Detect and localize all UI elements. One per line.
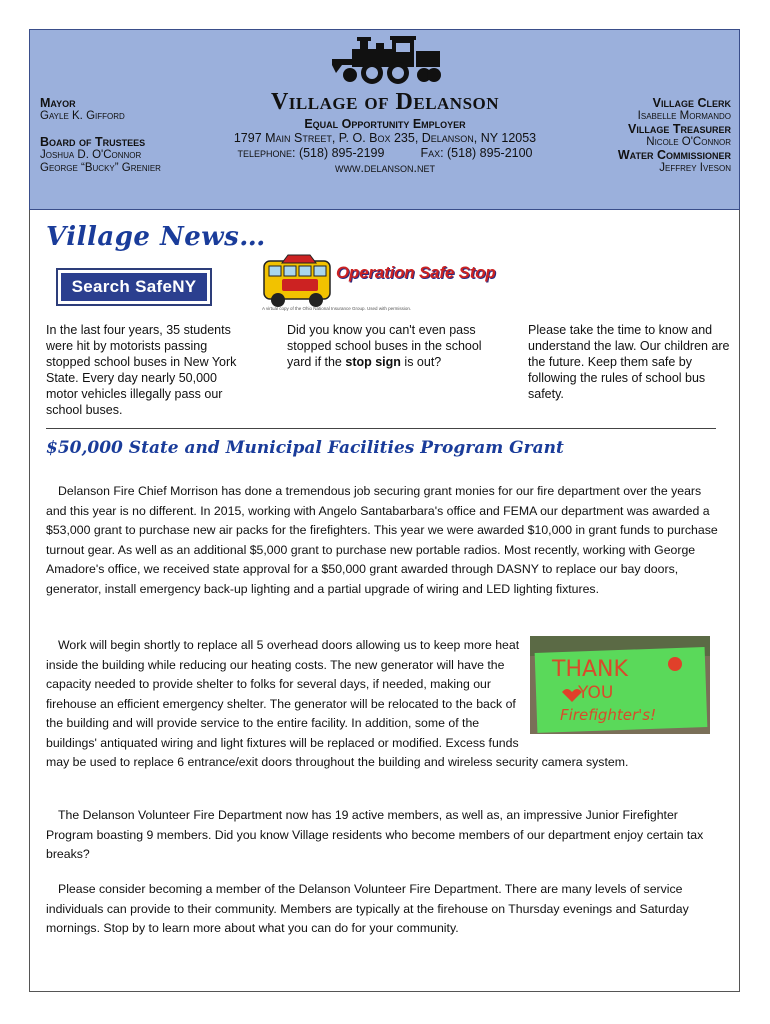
oss-credit-note: A virtual copy of the Ohio National Insurance Group. Used with permission. bbox=[262, 306, 412, 311]
grant-heading: $50,000 State and Municipal Facilities Program Grant bbox=[46, 438, 564, 458]
village-title: Village of Delanson bbox=[270, 89, 500, 115]
trustee-1: Joshua D. O'Connor bbox=[40, 149, 142, 161]
grant-paragraph-2-text: Work will begin shortly to replace all 5 overhead doors allowing us to keep more heat inside the building while reducing our heating costs. The new generator will have the capacity needed to provide shelter to folks for several days, if needed, making our firehouse an efficient emergency shelter. The generator will be relocated to the back of the building and will provide service to the entire facility. In addition, some of the buildings' antiquated wiring and light fixtures will be replaced or modified. Excess funds may be used to replace 6 entrance/exit doors throughout the building and wireless security camera system. bbox=[46, 636, 718, 773]
website-link[interactable]: www.delanson.net bbox=[335, 161, 435, 175]
sign-line-3: Firefighter's! bbox=[560, 706, 657, 724]
locomotive-icon bbox=[330, 35, 442, 85]
water-role: Water Commissioner bbox=[617, 148, 731, 162]
safeny-label: Search SafeNY bbox=[61, 273, 207, 301]
trustee-2: George “Bucky” Grenier bbox=[40, 162, 161, 174]
mayor-name: Gayle K. Gifford bbox=[40, 110, 125, 122]
board-role: Board of Trustees bbox=[40, 135, 146, 149]
stop-sign-bold: stop sign bbox=[345, 355, 401, 369]
mayor-role: Mayor bbox=[40, 96, 76, 110]
col2-text-a: Did you know you can't even pass stopped school buses in the school yard if the bbox=[287, 323, 482, 369]
grant-paragraph-4: Please consider becoming a member of the Delanson Volunteer Fire Department. There are many levels of service individuals can provide to their community. Members are typically at the firehouse on Thursday evenings and Saturday mornings. Stop by to learn more about what you can do for your community. bbox=[46, 882, 689, 935]
eoe-line: Equal Opportunity Employer bbox=[304, 117, 466, 131]
treasurer-name: Nicole O'Connor bbox=[646, 136, 731, 148]
address-line: 1797 Main Street, P. O. Box 235, Delanson, NY 12053 bbox=[233, 131, 537, 145]
col2-text-b: is out? bbox=[400, 355, 442, 369]
fax: Fax: (518) 895-2100 bbox=[420, 146, 533, 160]
letterhead bbox=[29, 29, 740, 210]
sign-line-2: YOU bbox=[578, 683, 614, 703]
clerk-role: Village Clerk bbox=[652, 96, 731, 110]
grant-paragraph-3: The Delanson Volunteer Fire Department now has 19 active members, as well as, an impressive Junior Firefighter Program boasting 9 members. Did you know Village residents who become members of our department enjoy certain tax breaks? bbox=[46, 808, 704, 861]
search-safeny-button[interactable] bbox=[56, 268, 212, 306]
water-name: Jeffrey Iveson bbox=[659, 162, 731, 174]
clerk-name: Isabelle Mormando bbox=[637, 110, 731, 122]
phone-fax-line bbox=[190, 146, 580, 161]
header-left-officials bbox=[40, 97, 161, 175]
telephone: telephone: (518) 895-2199 bbox=[237, 146, 385, 160]
operation-safe-stop-title: Operation Safe Stop bbox=[336, 263, 496, 282]
news-column-1: In the last four years, 35 students were hit by motorists passing stopped school buses in New York State. Every day nearly 50,000 motor vehicles illegally pass our school buses. bbox=[46, 323, 237, 417]
header-center bbox=[190, 89, 580, 176]
sign-line-1: THANK bbox=[552, 657, 628, 682]
news-column-2 bbox=[287, 322, 492, 370]
news-column-3: Please take the time to know and understand the law. Our children are the future. Keep them safe by following the rules of school bus safety. bbox=[528, 323, 730, 401]
village-news-heading: Village News… bbox=[46, 222, 266, 252]
grant-paragraph-1: Delanson Fire Chief Morrison has done a tremendous job securing grant monies for our fire department over the years and this year is no different. In 2015, working with Angelo Santabarbara's office and FEMA our department was awarded a $53,000 grant to purchase new air packs for the firefighters. This year we were awarded $10,000 in grant funds to purchase turnout gear. As well as an additional $5,000 grant to purchase new portable radios. Most recently, working with George Amadore's office, we received state approval for a $50,000 grant awarded through DASNY to replace our bay doors, generator, install emergency back-up lighting and a partial upgrade of wiring and LED lighting fixtures. bbox=[46, 484, 718, 596]
treasurer-role: Village Treasurer bbox=[628, 122, 731, 136]
photo-float-spacer bbox=[528, 636, 718, 734]
section-divider bbox=[46, 428, 716, 429]
header-right-officials bbox=[618, 97, 731, 175]
